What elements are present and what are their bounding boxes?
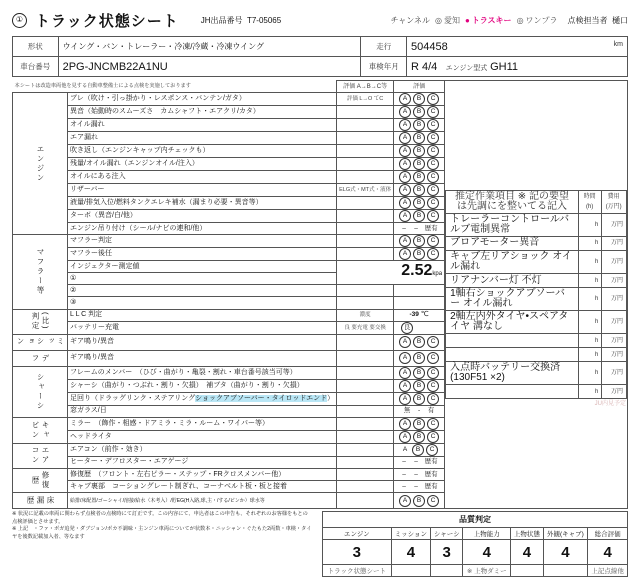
group-label-aircon: エアコン	[13, 443, 68, 468]
rating-cell[interactable]: A B C	[394, 132, 445, 145]
rating-cell[interactable]: A B C	[394, 197, 445, 210]
rating-cell[interactable]: A B C	[394, 392, 445, 405]
grade-col-total: 総合評価	[588, 528, 628, 540]
inspection-item: マフラー後任	[68, 248, 337, 261]
grade-value: 3	[323, 540, 392, 565]
inspection-item: 給排/床配置/ゴーシャイ/溶接/給水（木考入）/貯EG(H入路,球,主・/する/ピンか）球水等	[68, 493, 337, 509]
group-label-repair: 修復歴	[13, 469, 68, 493]
quality-grade-panel	[322, 511, 628, 577]
shape-value: ウイング・バン・トレーラー・冷凍/冷蔵・冷凍ウイング	[58, 37, 361, 57]
chassis-value: 2PG-JNCMB22A1NU	[58, 57, 361, 77]
remark-text[interactable]: 2軸左内外タイヤ•スペアタイヤ 溝なし	[446, 311, 579, 334]
group-label-chassis: シャーシ	[13, 366, 68, 417]
rating-cell[interactable]: A B C	[394, 184, 445, 197]
remark-hours: h	[578, 385, 601, 399]
chassis-label: 車台番号	[13, 57, 59, 77]
inspection-table	[12, 80, 628, 509]
grade-col-body-ability: 上物能力	[463, 528, 511, 540]
inspection-item: ギア鳴り/異音	[68, 334, 337, 350]
remarks-panel	[445, 81, 628, 509]
inspection-note	[337, 481, 394, 493]
inspection-item: ①	[68, 273, 337, 285]
remark-text[interactable]	[446, 334, 579, 348]
remark-cost: 万円	[602, 213, 627, 236]
inspection-item: ブレ（吹け・引っ掛かり・レスポンス・バンテン/ガタ）	[68, 93, 337, 106]
inspection-note	[337, 493, 394, 509]
rating-cell[interactable]: A B C	[394, 350, 445, 366]
grade-col-chassis: シャーシ	[431, 528, 463, 540]
channel-option-onepura[interactable]: ◎ ワンプラ	[516, 16, 558, 25]
grade-sub	[511, 565, 543, 577]
rating-cell[interactable]	[394, 285, 445, 297]
watermark: JU内見予定	[594, 401, 626, 407]
channel-group	[390, 15, 557, 26]
remark-text[interactable]: リアナンバー灯 不灯	[446, 274, 579, 288]
auction-number	[201, 15, 281, 26]
inspection-label: 車検年月	[361, 57, 407, 77]
remark-hours: h	[578, 251, 601, 274]
inspection-note	[337, 456, 394, 468]
inspection-note	[337, 145, 394, 158]
inspector-value: 樋口	[612, 16, 628, 25]
remark-hours: h	[578, 288, 601, 311]
llc-value: -39 ℃	[394, 309, 445, 321]
mileage-unit: km	[613, 40, 623, 48]
grade-value: 4	[463, 540, 511, 565]
inspection-note	[337, 443, 394, 456]
group-label-muffler: マフラー等	[13, 235, 68, 309]
inspection-note	[337, 430, 394, 443]
inspection-item: エンジン吊り付け（シール/ナビの連和/他）	[68, 223, 337, 235]
inspection-note	[337, 119, 394, 132]
rating-cell[interactable]: A B C	[394, 493, 445, 509]
inspection-item: ミラー （飾作・相感・ドアミラ・ミラ・ルーム・ワイパー等）	[68, 417, 337, 430]
inspection-note	[337, 392, 394, 405]
inspection-item: ヒーター・デフロスター・エアゲージ	[68, 456, 337, 468]
rating-cell[interactable]: A B C	[394, 379, 445, 392]
group-label-floor: 床漏歴	[13, 493, 68, 509]
inspection-note: ELG式・MT式・液体	[337, 184, 394, 197]
channel-option-truskey[interactable]: ● トラスキー	[464, 16, 512, 25]
auction-number-label: JH出品番号	[200, 16, 243, 25]
inspection-note	[337, 379, 394, 392]
rating-cell[interactable]: A B C	[394, 235, 445, 248]
grade-col-mission: ミッション	[391, 528, 430, 540]
inspection-note	[337, 171, 394, 184]
inspection-item: 残量/オイル漏れ（エンジンオイル/注入）	[68, 158, 337, 171]
grade-sub	[431, 565, 463, 577]
group-label-engine: エンジン	[13, 93, 68, 235]
remark-hours: h	[578, 362, 601, 385]
inspection-item: オイル漏れ	[68, 119, 337, 132]
grade-value: 4	[543, 540, 588, 565]
grade-sub	[543, 565, 588, 577]
legend-abc-head: 評価	[394, 81, 445, 93]
rating-cell[interactable]: A B C	[394, 93, 445, 106]
remarks-head-hours: 時間(h)	[578, 190, 601, 213]
injector-measurement: 2.52kpa	[337, 261, 445, 285]
inspection-item: キャブ裏部 コーショングレート制ぎれ、コーナベルト板・板と接着	[68, 481, 337, 493]
inspection-item: ③	[68, 297, 337, 309]
inspection-note	[337, 248, 394, 261]
grade-col-exterior: 外観(キャブ)	[543, 528, 588, 540]
rating-cell[interactable]: 無 - 有	[394, 405, 445, 417]
inspection-note	[337, 197, 394, 210]
rating-cell[interactable]: A B C	[394, 334, 445, 350]
inspection-item: 修復歴 （フロント・左右ピラー・ステップ・FRクロスメンバー他）	[68, 469, 337, 481]
grade-value: 3	[431, 540, 463, 565]
grade-sub	[391, 565, 430, 577]
rating-cell[interactable]: A B C	[394, 443, 445, 456]
inspection-item: L L C 判定	[68, 309, 337, 321]
footer-notes	[12, 511, 312, 541]
rating-cell[interactable]: 良	[394, 321, 445, 334]
inspection-item: ヘッドライタ	[68, 430, 337, 443]
rating-cell[interactable]: A B C	[394, 106, 445, 119]
mileage-value: 504458 km	[407, 37, 628, 57]
rating-cell[interactable]: A B C	[394, 119, 445, 132]
vehicle-info-table	[12, 36, 628, 77]
inspection-note	[337, 106, 394, 119]
footer-note-2: ※ 上記 ・ファ・ボガ追発・ダブジョン/ボカ不調味・主ンジン車両についてが状数本・ニッシャン・ぐたもた2両数・車検・タイヤを後数記載加入者、等なます	[12, 526, 312, 540]
inspection-item: フレームのメンバー （ひび・曲がり・亀裂・割れ・車台番号該当可等）	[68, 366, 337, 379]
mileage-label: 走行	[361, 37, 407, 57]
inspection-item: 吹き返し（エンジンキャップ内チェックも）	[68, 145, 337, 158]
engine-type-value: GH11	[490, 60, 518, 73]
inspection-item: シャーシ（曲がり・つぶれ・割り・欠損） 補ブタ（曲がり・割り・欠損）	[68, 379, 337, 392]
inspection-item: ギア鳴り/異音	[68, 350, 337, 366]
rating-cell[interactable]: A B C	[394, 210, 445, 223]
rating-cell[interactable]: A B C	[394, 171, 445, 184]
rating-cell[interactable]: A B C	[394, 366, 445, 379]
inspection-note: 評価 L→O てC	[337, 93, 394, 106]
remark-text[interactable]: 入点時バッテリー交換済(130F51 ×2)	[446, 362, 579, 385]
inspection-note	[337, 132, 394, 145]
group-label-mission: ミッション	[13, 334, 68, 350]
remark-text[interactable]	[446, 348, 579, 362]
grade-col-engine: エンジン	[323, 528, 392, 540]
inspection-item-highlighted: 足回り（ドラッグリンク・ステアリングショックアブソーバー・タイロッドエンド）	[68, 392, 337, 405]
footer	[12, 511, 628, 577]
battery-options: 良 要充電 要交換	[337, 321, 394, 334]
rating-cell[interactable]	[394, 297, 445, 309]
inspector	[568, 15, 628, 26]
remark-hours: h	[578, 236, 601, 250]
channel-option-aichi[interactable]: ◎ 愛知	[434, 16, 460, 25]
inspection-item: エア漏れ	[68, 132, 337, 145]
inspector-label: 点検担当者	[567, 16, 608, 25]
inspection-item: 液量/排気入位/燃料タンクエレキ補水（漏まり必要・異音等）	[68, 197, 337, 210]
remark-cost: 万円	[602, 362, 627, 385]
grade-value: 4	[588, 540, 628, 565]
inspection-item: オイルにある注入	[68, 171, 337, 184]
remarks-head-cost: 費用(万円)	[602, 190, 627, 213]
remark-cost: 万円	[602, 236, 627, 250]
inspection-item: インジェクター測定値	[68, 261, 337, 273]
remark-cost: 万円	[602, 251, 627, 274]
remark-text[interactable]: 1軸右ショックアブソーバー オイル漏れ	[446, 288, 579, 311]
sheet-header	[12, 10, 628, 31]
remark-cost: 万円	[602, 334, 627, 348]
auction-number-value: T7-05065	[246, 16, 282, 25]
llc-label: 濃度	[337, 309, 394, 321]
remark-hours: h	[578, 348, 601, 362]
remark-text[interactable]	[446, 385, 579, 399]
remark-hours: h	[578, 311, 601, 334]
remark-cost: 万円	[602, 385, 627, 399]
remark-hours: h	[578, 213, 601, 236]
inspection-note	[337, 285, 394, 297]
remark-cost: 万円	[602, 288, 627, 311]
inspection-item: リザーバー	[68, 184, 337, 197]
rating-cell[interactable]: – – 歴有	[394, 481, 445, 493]
rating-cell[interactable]: A B C	[394, 248, 445, 261]
page-title: トラック状態シート	[35, 13, 179, 30]
inspection-item: エアコン（前作・効き）	[68, 443, 337, 456]
group-label-ratio: (比)判定	[13, 309, 68, 334]
inspection-value: R 4/4 エンジン型式 GH11	[407, 57, 628, 77]
inspection-note	[337, 405, 394, 417]
grade-col-body-state: 上物状態	[511, 528, 543, 540]
rating-cell[interactable]: A B C	[394, 158, 445, 171]
inspection-item: ターボ（異音/白/他）	[68, 210, 337, 223]
shape-label: 形状	[13, 37, 59, 57]
rating-cell[interactable]: A B C	[394, 430, 445, 443]
rating-cell[interactable]: A B C	[394, 417, 445, 430]
grade-value: 4	[391, 540, 430, 565]
grade-sub: ※ 上物ダミー	[463, 565, 511, 577]
grade-value: 4	[511, 540, 543, 565]
remark-cost: 万円	[602, 274, 627, 288]
remark-text[interactable]: ブロアモーター異音	[446, 236, 579, 250]
sheet-number: ①	[12, 13, 27, 28]
inspection-item: 窓ガラス/日	[68, 405, 337, 417]
group-label-diff: デフ	[13, 350, 68, 366]
inspection-item: 異音（始動時のスムーズさ カムシャフト・エアクリ/カタ）	[68, 106, 337, 119]
inspection-note	[337, 469, 394, 481]
inspection-item: ②	[68, 285, 337, 297]
rating-cell[interactable]: A B C	[394, 145, 445, 158]
inspection-note	[337, 235, 394, 248]
grade-sub: トラック状態シート	[323, 565, 392, 577]
legend-note-head: 評価 A→B→C等	[337, 81, 394, 93]
group-label-cabin: キャビン	[13, 417, 68, 443]
inspection-note	[337, 210, 394, 223]
inspection-note	[337, 223, 394, 235]
remark-cost: 万円	[602, 311, 627, 334]
inspection-note	[337, 366, 394, 379]
remarks-head-note: 推定作業項目 ※ 記の要望は先調にを整いてる記入	[446, 190, 579, 213]
inspection-note	[337, 334, 394, 350]
rating-cell[interactable]: – – 歴有	[394, 456, 445, 468]
inspection-item: バッテリー充電	[68, 321, 337, 334]
inspection-note	[337, 158, 394, 171]
inspection-note	[337, 417, 394, 430]
remark-text[interactable]: キャブ左リアショック オイル漏れ	[446, 251, 579, 274]
highlight-marker: ショックアブソーバー・タイロッドエンド	[195, 394, 328, 402]
rating-cell[interactable]: – – 歴有	[394, 469, 445, 481]
remark-text[interactable]: トレーラーコントロールバルブ電制異常	[446, 213, 579, 236]
engine-type-label: エンジン型式	[445, 64, 488, 72]
inspection-item: マフラー判定	[68, 235, 337, 248]
legend-line: 本シートは改造車両他を見する自動車整備士による点検を実施しております	[14, 83, 191, 90]
remark-hours: h	[578, 274, 601, 288]
remark-hours: h	[578, 334, 601, 348]
rating-cell[interactable]: – – 歴有	[394, 223, 445, 235]
channel-label: チャンネル	[390, 16, 430, 25]
inspection-note	[337, 350, 394, 366]
grade-sub: 上記点線他	[588, 565, 628, 577]
grade-title: 品質判定	[323, 512, 628, 528]
footer-note-1: ※ 状況に記載の車両に関わらず点検者の点検時にて訂正です。この内容にて、申込者はこの申告も、それぞれのお客様をもとの点検評価とさせます。	[12, 511, 308, 525]
remark-cost: 万円	[602, 348, 627, 362]
inspection-note	[337, 297, 394, 309]
